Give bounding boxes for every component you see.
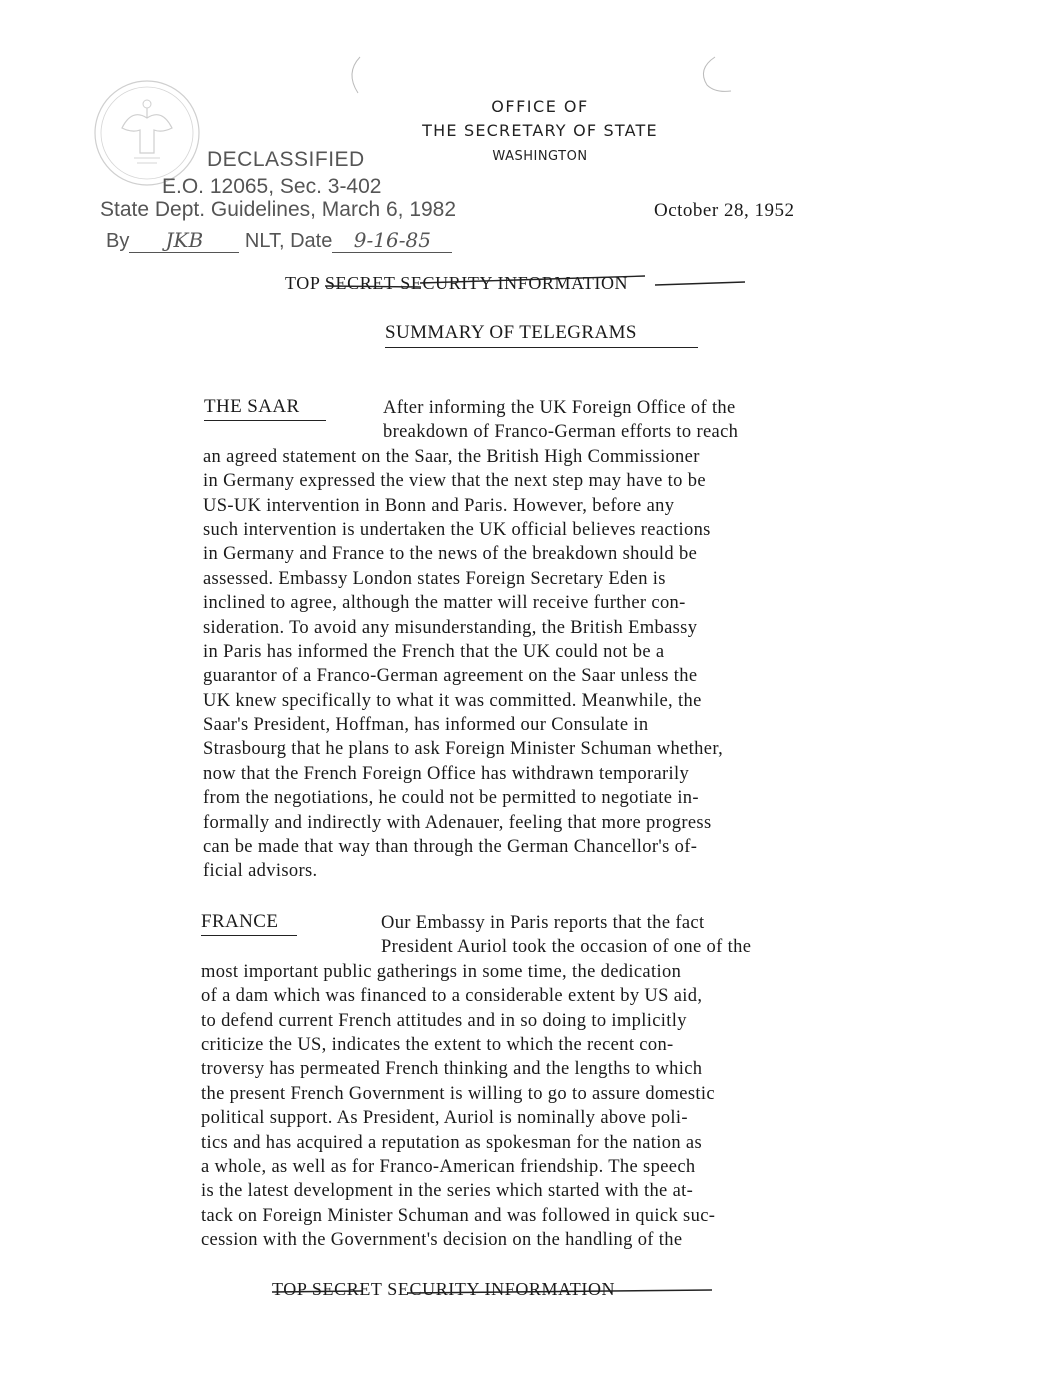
- declassification-stamp: [92, 148, 492, 268]
- paragraph-line: of a dam which was financed to a considerable extent by US aid,: [201, 986, 703, 1007]
- document-date: October 28, 1952: [654, 200, 795, 221]
- stamp-nlt: NLT, Date: [244, 230, 333, 252]
- stamp-declassified: DECLASSIFIED: [207, 148, 365, 171]
- paragraph-line: the present French Government is willing to go to assure domestic: [201, 1083, 715, 1104]
- paragraph-line: troversy has permeated French thinking and the lengths to which: [201, 1059, 703, 1080]
- classification-text: TOP SECRET SECURITY INFORMATION: [272, 1279, 616, 1299]
- paragraph-line: in Germany expressed the view that the next step may have to be: [203, 471, 706, 492]
- paragraph-line: President Auriol took the occasion of one of the: [381, 937, 752, 958]
- paragraph-line: UK knew specifically to what it was committed. Meanwhile, the: [203, 690, 702, 711]
- classification-top: [285, 273, 745, 294]
- paragraph-line: cession with the Government's decision on the handling of the: [201, 1230, 683, 1251]
- paragraph-line: in Germany and France to the news of the breakdown should be: [203, 544, 698, 565]
- paragraph-line: Our Embassy in Paris reports that the fact: [381, 913, 705, 933]
- section-body-saar: [203, 396, 738, 884]
- strikethrough-mark: [325, 273, 745, 299]
- stamp-guidelines: State Dept. Guidelines, March 6, 1982: [100, 198, 457, 221]
- classification-text: TOP SECRET SECURITY INFORMATION: [285, 273, 629, 293]
- paragraph-line: political support. As President, Auriol is nominally above poli-: [201, 1108, 688, 1129]
- stamp-date-handwritten: 9-16-85: [332, 228, 452, 253]
- paragraph-line: tics and has acquired a reputation as spokesman for the nation as: [201, 1132, 703, 1153]
- letterhead-secretary: THE SECRETARY OF STATE: [422, 121, 658, 140]
- paragraph-line: such intervention is undertaken the UK official believes reactions: [203, 519, 711, 540]
- paragraph-line: can be made that way than through the German Chancellor's of-: [203, 837, 698, 858]
- section-label-saar: THE SAAR: [204, 396, 326, 421]
- classification-bottom: [272, 1279, 732, 1300]
- paragraph-line: formally and indirectly with Adenauer, feeling that more progress: [203, 812, 712, 833]
- paragraph-line: Strasbourg that he plans to ask Foreign Minister Schuman whether,: [203, 739, 724, 760]
- paragraph-line: to defend current French attitudes and in so doing to implicitly: [201, 1010, 687, 1031]
- paragraph-line: now that the French Foreign Office has withdrawn temporarily: [203, 763, 690, 784]
- paragraph-line: Saar's President, Hoffman, has informed our Consulate in: [203, 715, 649, 736]
- page-title: SUMMARY OF TELEGRAMS: [385, 322, 698, 348]
- strikethrough-mark: [272, 1279, 712, 1305]
- stamp-by-line: [106, 228, 452, 253]
- paragraph-line: tack on Foreign Minister Schuman and was followed in quick suc-: [201, 1205, 716, 1226]
- paragraph-line: from the negotiations, he could not be permitted to negotiate in-: [203, 788, 699, 809]
- paragraph-line: After informing the UK Foreign Office of the: [383, 398, 736, 418]
- letterhead-city: WASHINGTON: [492, 149, 588, 164]
- paragraph-line: guarantor of a Franco-German agreement on the Saar unless the: [203, 666, 698, 687]
- paragraph-line: criticize the US, indicates the extent to which the recent con-: [201, 1034, 674, 1055]
- paragraph-line: ficial advisors.: [203, 861, 318, 882]
- paragraph-line: most important public gatherings in some time, the dedication: [201, 961, 682, 982]
- paragraph-line: an agreed statement on the Saar, the British High Commissioner: [203, 446, 700, 467]
- section-label-france: FRANCE: [201, 911, 297, 936]
- stamp-initials: JKB: [129, 228, 239, 253]
- paragraph-line: a whole, as well as for Franco-American friendship. The speech: [201, 1156, 696, 1177]
- paragraph-line: breakdown of Franco-German efforts to reach: [383, 422, 739, 443]
- scan-mark-decoration: [340, 55, 370, 95]
- paragraph-line: inclined to agree, although the matter will receive further con-: [203, 593, 686, 614]
- paragraph-line: sideration. To avoid any misunderstanding, the British Embassy: [203, 617, 698, 638]
- scan-mark-decoration: [695, 55, 735, 95]
- paragraph-line: assessed. Embassy London states Foreign Secretary Eden is: [203, 568, 666, 589]
- stamp-by-prefix: By: [106, 230, 130, 252]
- paragraph-line: in Paris has informed the French that the UK could not be a: [203, 641, 665, 662]
- paragraph-line: US-UK intervention in Bonn and Paris. However, before any: [203, 495, 675, 516]
- stamp-eo: E.O. 12065, Sec. 3-402: [162, 175, 382, 198]
- section-body-france: [201, 911, 751, 1252]
- letterhead-office: OFFICE OF: [491, 97, 589, 116]
- paragraph-line: is the latest development in the series which started with the at-: [201, 1181, 694, 1202]
